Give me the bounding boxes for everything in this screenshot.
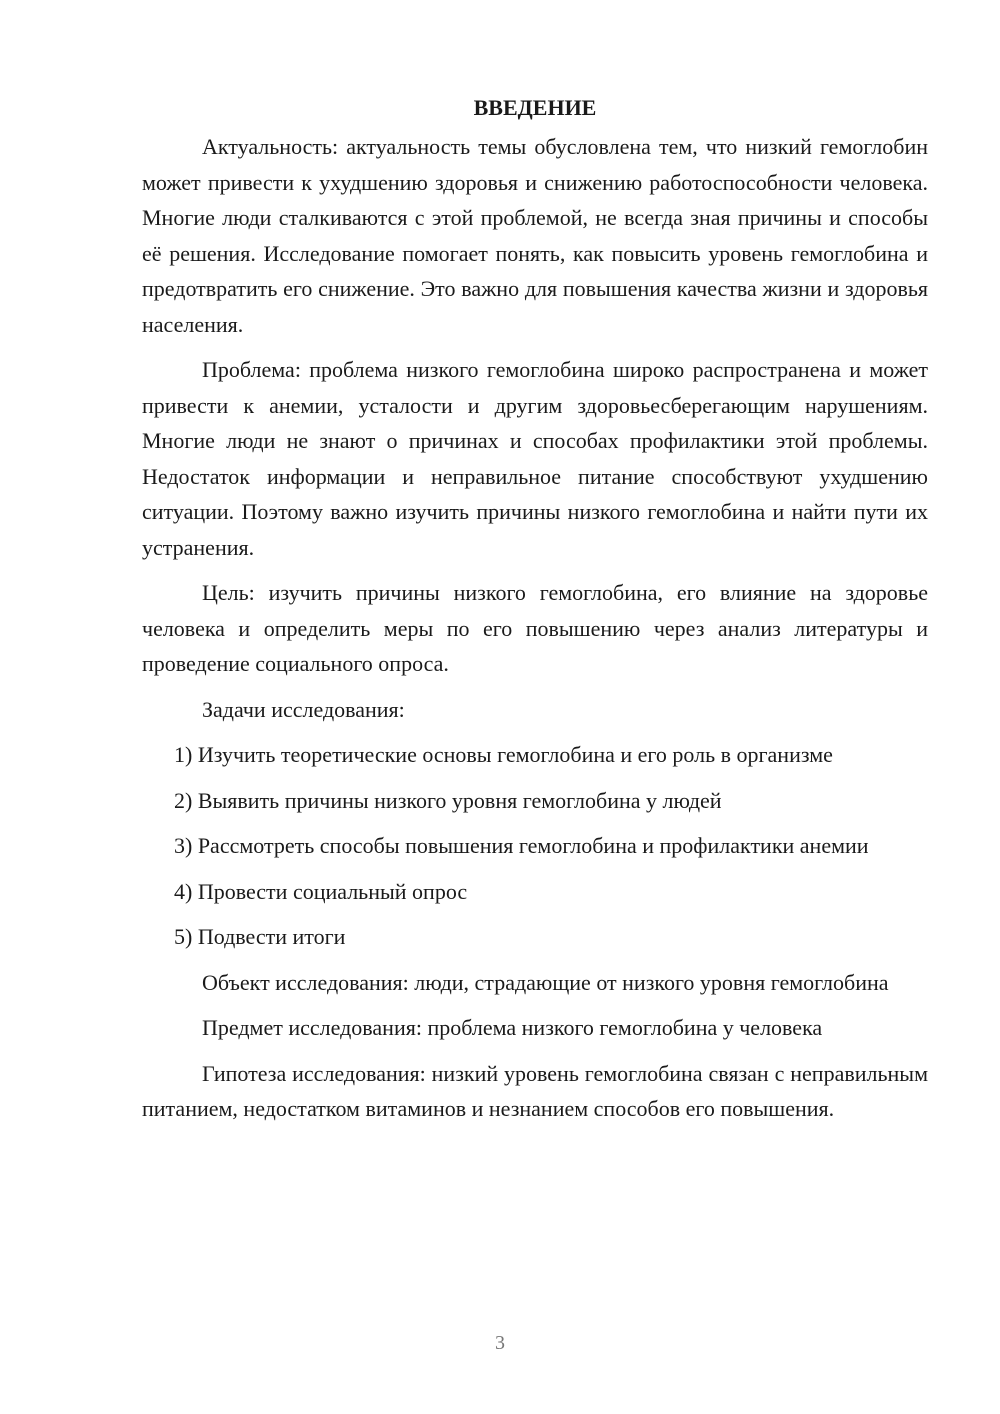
task-item-4: 4) Провести социальный опрос	[174, 878, 468, 904]
paragraph-relevance: Актуальность: актуальность темы обусловлена тем, что низкий гемоглобин может привести к ухудшению здоровья и снижению работоспособности человека. Многие люди сталкиваются с этой проблемой, не всегда зная причины и способы её решения. Исследование помогает понять, как повысить уровень гемоглобина и предотвратить его снижение. Это важно для повышения качества жизни и здоровья населения.	[142, 134, 928, 337]
tasks-heading: Задачи исследования:	[202, 696, 405, 722]
task-item-2: 2) Выявить причины низкого уровня гемоглобина у людей	[174, 787, 722, 813]
page-number: 3	[495, 1332, 505, 1354]
paragraph-goal: Цель: изучить причины низкого гемоглобина, его влияние на здоровье человека и определить меры по его повышению через анализ литературы и проведение социального опроса.	[142, 580, 928, 676]
task-item-5: 5) Подвести итоги	[174, 924, 346, 949]
paragraph-subject: Предмет исследования: проблема низкого гемоглобина у человека	[202, 1015, 823, 1040]
page-title: ВВЕДЕНИЕ	[473, 95, 597, 120]
document-page	[142, 90, 928, 1137]
task-item-3: 3) Рассмотреть способы повышения гемоглобина и профилактики анемии	[174, 833, 869, 858]
paragraph-object: Объект исследования: люди, страдающие от низкого уровня гемоглобина	[202, 969, 889, 995]
paragraph-hypothesis: Гипотеза исследования: низкий уровень гемоглобина связан с неправильным питанием, недостатком витаминов и незнанием способов его повышения.	[142, 1060, 928, 1121]
task-item-1: 1) Изучить теоретические основы гемоглобина и его роль в организме	[174, 742, 833, 767]
paragraph-problem: Проблема: проблема низкого гемоглобина широко распространена и может привести к анемии, усталости и другим здоровьесберегающим нарушениям. Многие люди не знают о причинах и способах профилактики этой проблемы. Недостаток информации и неправильное питание способствуют ухудшению ситуации. Поэтому важно изучить причины низкого гемоглобина и найти пути их устранения.	[142, 357, 928, 560]
